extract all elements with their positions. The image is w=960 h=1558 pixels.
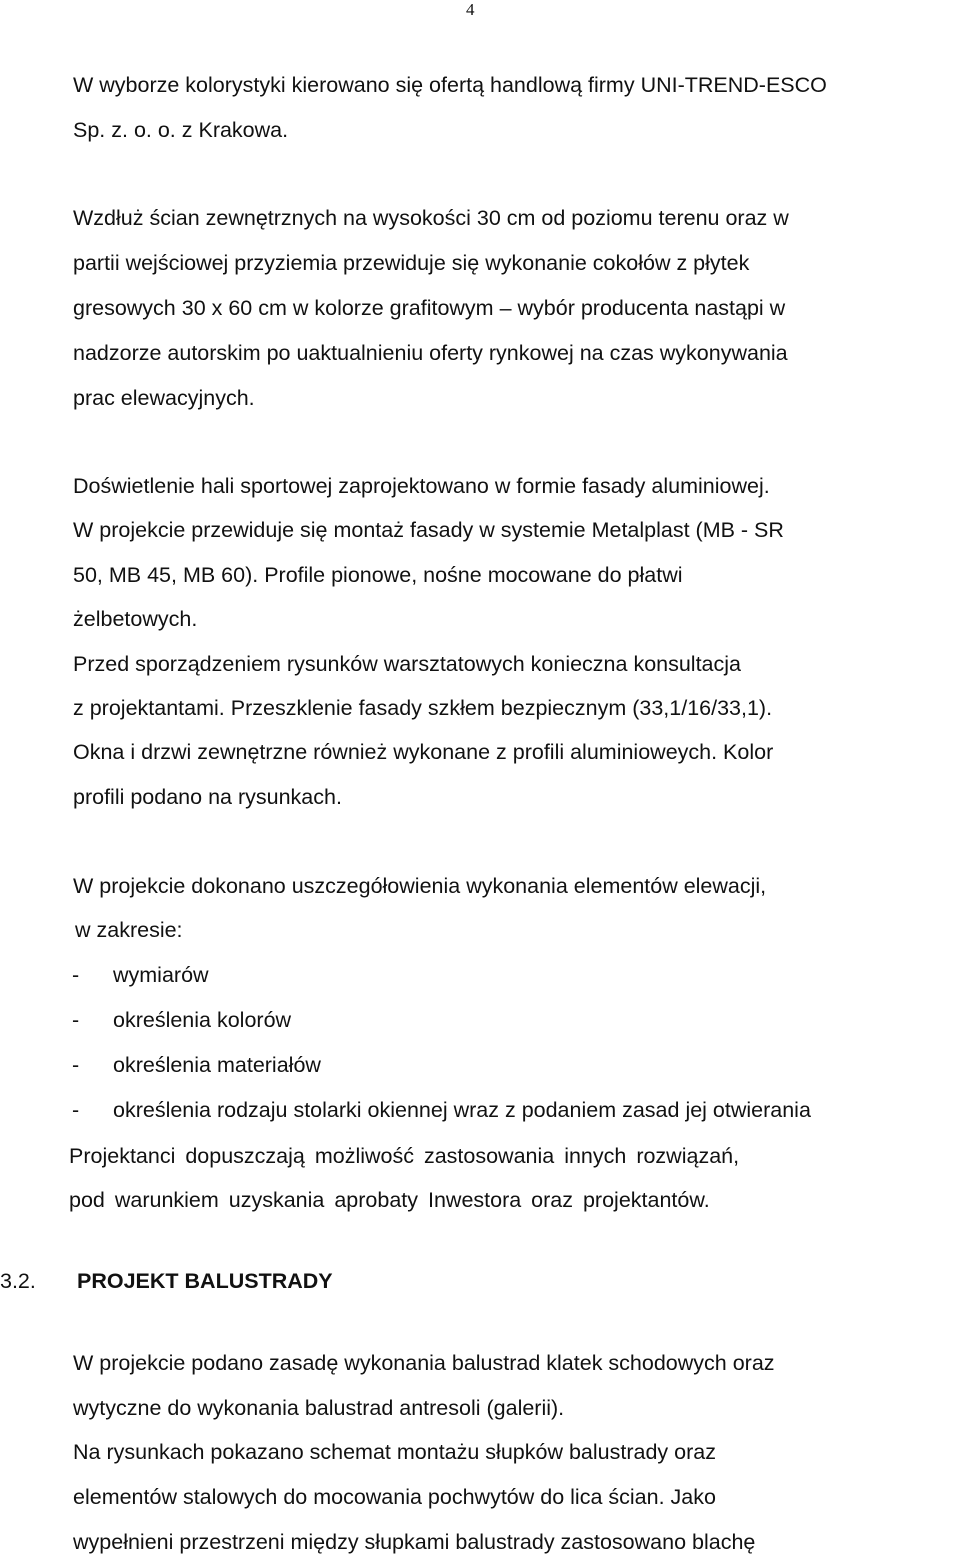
list-item-text: określenia materiałów	[113, 1053, 321, 1077]
text-line: żelbetowych.	[73, 607, 198, 631]
text-line: W wyborze kolorystyki kierowano się ofertą handlową firmy UNI-TREND-ESCO	[73, 73, 827, 97]
text-line: W projekcie dokonano uszczegółowienia wykonania elementów elewacji,	[73, 874, 767, 898]
text-line: z projektantami. Przeszklenie fasady szkłem bezpiecznym (33,1/16/33,1).	[73, 696, 773, 720]
text-line: Przed sporządzeniem rysunków warsztatowych konieczna konsultacja	[73, 652, 742, 676]
text-line: nadzorze autorskim po uaktualnieniu oferty rynkowej na czas wykonywania	[73, 341, 788, 365]
section-title: PROJEKT BALUSTRADY	[77, 1269, 333, 1293]
text-line: Okna i drzwi zewnętrzne również wykonane z profili aluminioweych. Kolor	[73, 740, 774, 764]
text-line: profili podano na rysunkach.	[73, 785, 342, 809]
section-number: 3.2.	[0, 1269, 36, 1293]
list-item-text: wymiarów	[113, 963, 209, 987]
text-line: W projekcie przewiduje się montaż fasady w systemie Metalplast (MB - SR	[73, 518, 784, 542]
text-line: Wzdłuż ścian zewnętrznych na wysokości 30 cm od poziomu terenu oraz w	[73, 206, 789, 230]
text-line: W projekcie podano zasadę wykonania balustrad klatek schodowych oraz	[73, 1351, 775, 1375]
text-line: gresowych 30 x 60 cm w kolorze grafitowym – wybór producenta nastąpi w	[73, 296, 786, 320]
text-line: pod warunkiem uzyskania aprobaty Inwestora oraz projektantów.	[69, 1188, 710, 1212]
text-line: prac elewacyjnych.	[73, 386, 255, 410]
text-line: Doświetlenie hali sportowej zaprojektowano w formie fasady aluminiowej.	[73, 474, 770, 498]
text-line: elementów stalowych do mocowania pochwytów do lica ścian. Jako	[73, 1485, 716, 1509]
list-marker: -	[72, 963, 80, 987]
text-line: w zakresie:	[75, 918, 183, 942]
text-line: partii wejściowej przyziemia przewiduje się wykonanie cokołów z płytek	[73, 251, 750, 275]
text-line: Na rysunkach pokazano schemat montażu słupków balustrady oraz	[73, 1440, 716, 1464]
text-line: 50, MB 45, MB 60). Profile pionowe, nośne mocowane do płatwi	[73, 563, 683, 587]
page-number: 4	[466, 0, 475, 19]
text-line: wypełnieni przestrzeni między słupkami balustrady zastosowano blachę	[73, 1530, 756, 1554]
list-item-text: określenia kolorów	[113, 1008, 292, 1032]
text-line: Projektanci dopuszczają możliwość zastosowania innych rozwiązań,	[69, 1144, 740, 1168]
list-marker: -	[72, 1053, 80, 1077]
list-marker: -	[72, 1008, 80, 1032]
list-item-text: określenia rodzaju stolarki okiennej wraz z podaniem zasad jej otwierania	[113, 1098, 811, 1122]
list-marker: -	[72, 1098, 80, 1122]
text-line: wytyczne do wykonania balustrad antresoli (galerii).	[73, 1396, 565, 1420]
text-line: Sp. z. o. o. z Krakowa.	[73, 118, 289, 142]
